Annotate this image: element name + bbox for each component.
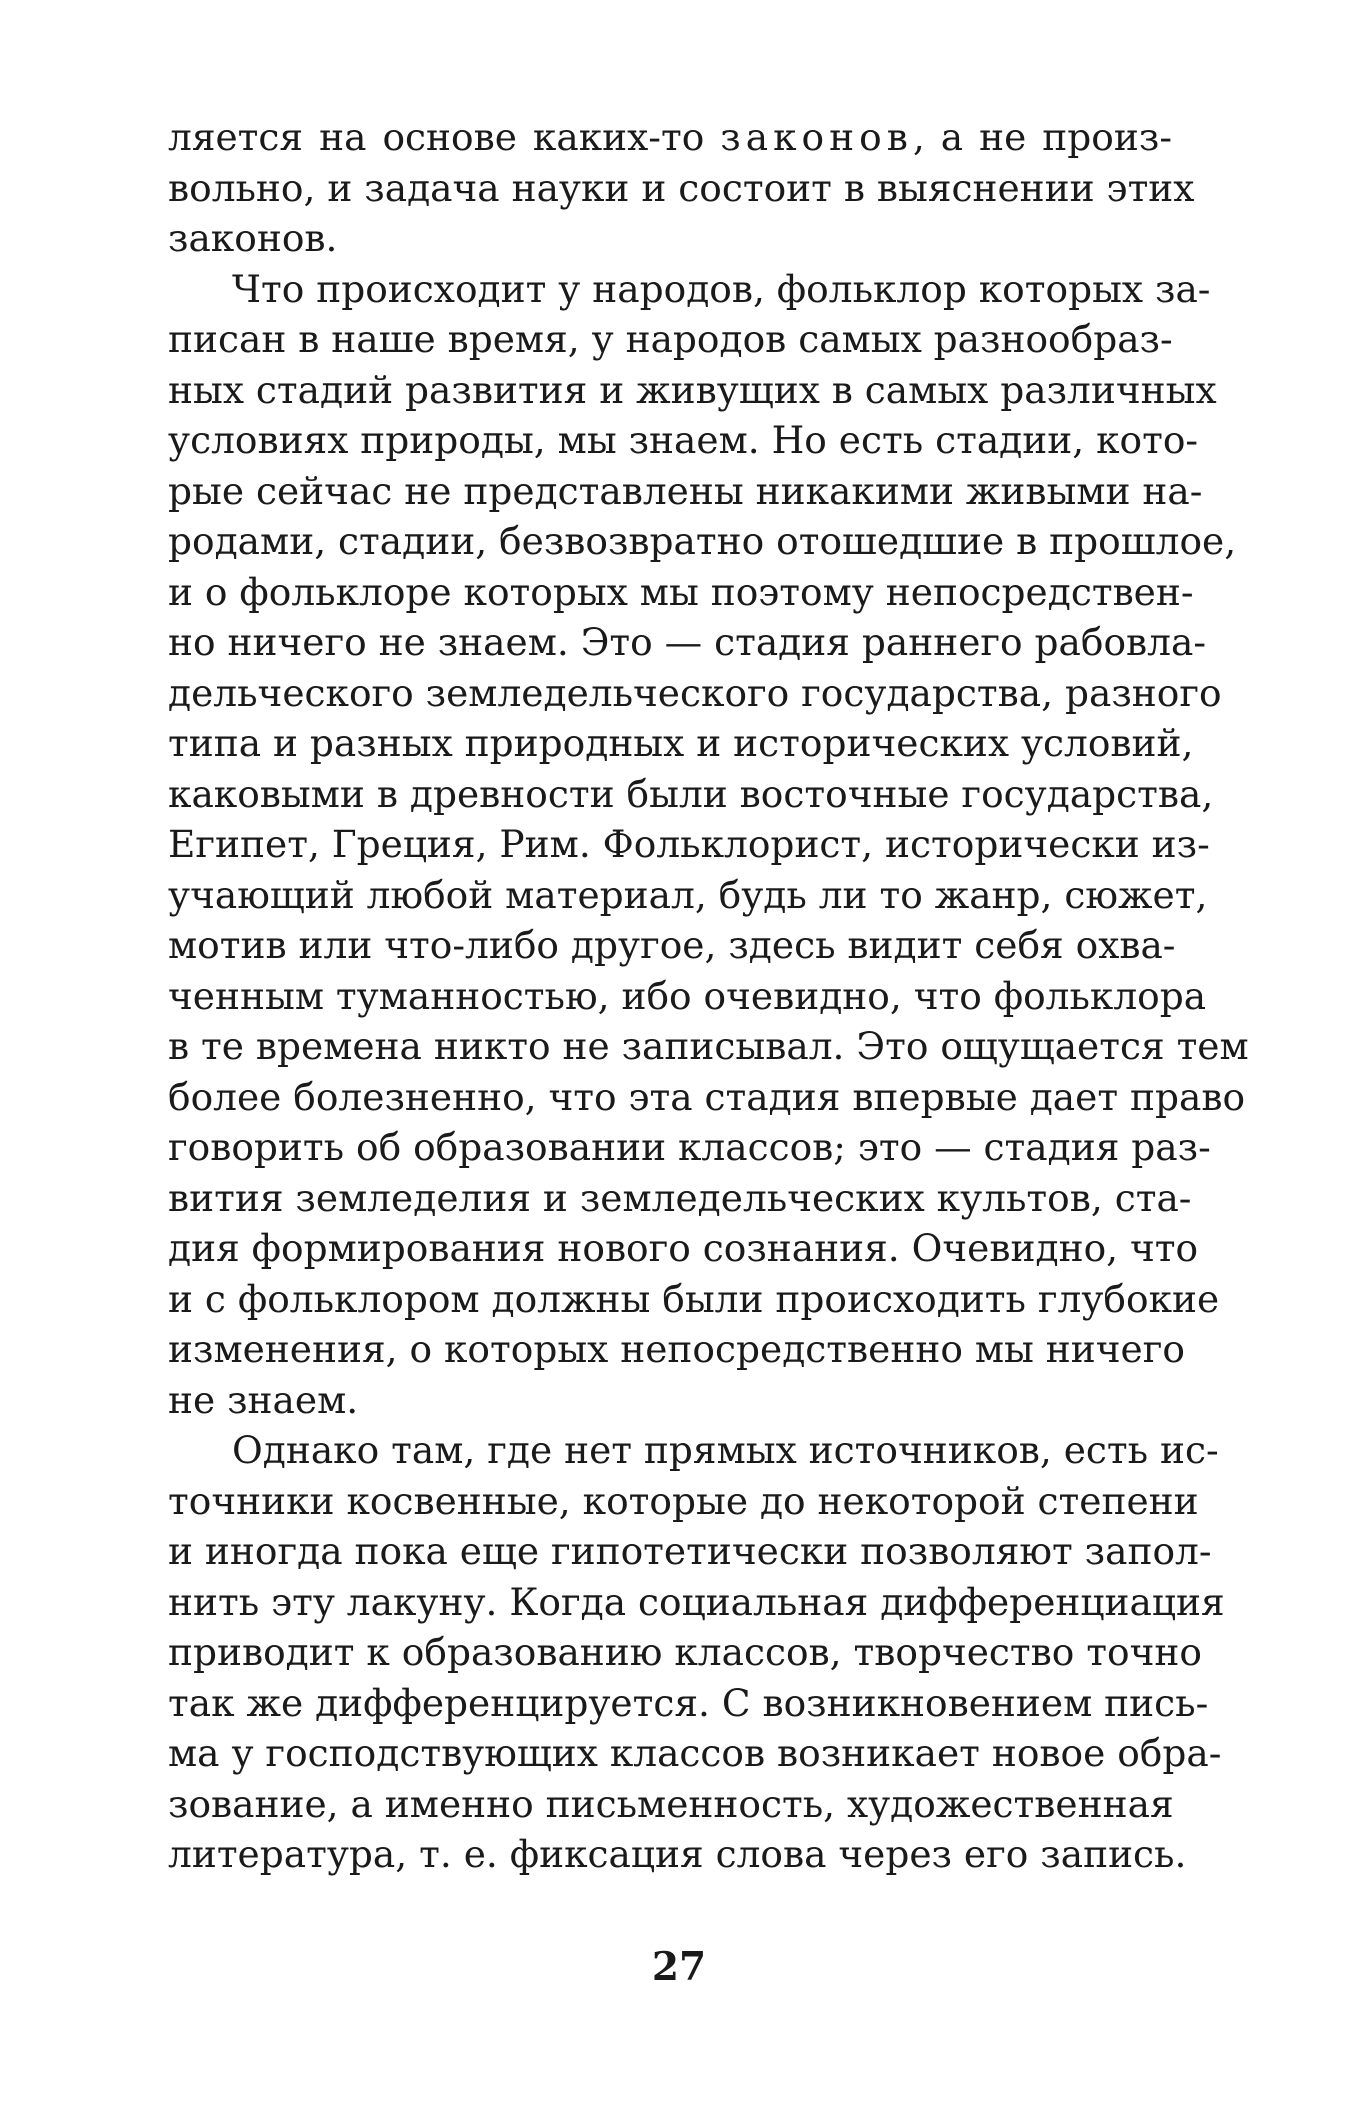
text-line: Египет, Греция, Рим. Фольклорист, исторически из-	[168, 822, 1210, 866]
text-line: дия формирования нового сознания. Очевидно, что	[168, 1226, 1199, 1270]
text-line: точники косвенные, которые до некоторой степени	[168, 1478, 1199, 1523]
text-line: нить эту лакуну. Когда социальная дифференциация	[168, 1579, 1225, 1624]
text-line: и иногда пока еще гипотетически позволяют запол-	[168, 1529, 1212, 1573]
text-line: Что происходит у народов, фольклор которых за-	[232, 266, 1211, 311]
text-line: рые сейчас не представлены никакими живыми на-	[168, 468, 1203, 513]
text-line	[168, 112, 1172, 163]
text-line: зование, а именно письменность, художественная	[168, 1781, 1174, 1826]
text-line: учающий любой материал, будь ли то жанр, сюжет,	[168, 872, 1208, 917]
page-number: 27	[651, 1944, 707, 1990]
text-line: и о фольклоре которых мы поэтому непосредствен-	[168, 569, 1194, 614]
text-fragment: , а не произ-	[912, 115, 1172, 159]
text-line: писан в наше время, у народов самых разнообраз-	[168, 317, 1173, 361]
text-line: и с фольклором должны были происходить глубокие	[168, 1276, 1220, 1321]
text-line: говорить об образовании классов; это — стадия раз-	[168, 1125, 1211, 1169]
text-line: литература, т. е. фиксация слова через его запись.	[168, 1832, 1187, 1876]
text-line: ма у господствующих классов возникает новое обра-	[168, 1731, 1222, 1775]
text-line: Однако там, где нет прямых источников, есть ис-	[232, 1428, 1219, 1472]
body-text	[168, 112, 1249, 1880]
text-line: родами, стадии, безвозвратно отошедшие в прошлое,	[168, 519, 1237, 563]
text-line: так же дифференцируется. С возникновением пись-	[168, 1680, 1209, 1725]
text-line: более болезненно, что эта стадия впервые дает право	[168, 1074, 1246, 1119]
text-line: но ничего не знаем. Это — стадия раннего рабовла-	[168, 620, 1207, 664]
text-line: ных стадий развития и живущих в самых различных	[168, 367, 1217, 412]
text-line: не знаем.	[168, 1377, 359, 1422]
text-line: ченным туманностью, ибо очевидно, что фольклора	[168, 973, 1207, 1018]
text-line: условиях природы, мы знаем. Но есть стадии, кото-	[168, 418, 1199, 462]
text-line: мотив или что-либо другое, здесь видит себя охва-	[168, 923, 1176, 967]
text-line: вольно, и задача науки и состоит в выяснении этих	[168, 165, 1195, 210]
text-line: изменения, о которых непосредственно мы ничего	[168, 1327, 1185, 1371]
text-line: приводит к образованию классов, творчество точно	[168, 1630, 1202, 1674]
text-line: дельческого земледельческого государства, разного	[168, 670, 1222, 715]
text-line: законов.	[168, 216, 338, 260]
text-line: типа и разных природных и исторических условий,	[168, 721, 1194, 765]
text-line: вития земледелия и земледельческих культов, ста-	[168, 1175, 1192, 1220]
emphasized-word: законов	[720, 115, 913, 159]
text-fragment: ляется на основе каких-то	[168, 115, 721, 159]
text-line: в те времена никто не записывал. Это ощущается тем	[168, 1024, 1249, 1068]
text-line: каковыми в древности были восточные государства,	[168, 771, 1214, 816]
